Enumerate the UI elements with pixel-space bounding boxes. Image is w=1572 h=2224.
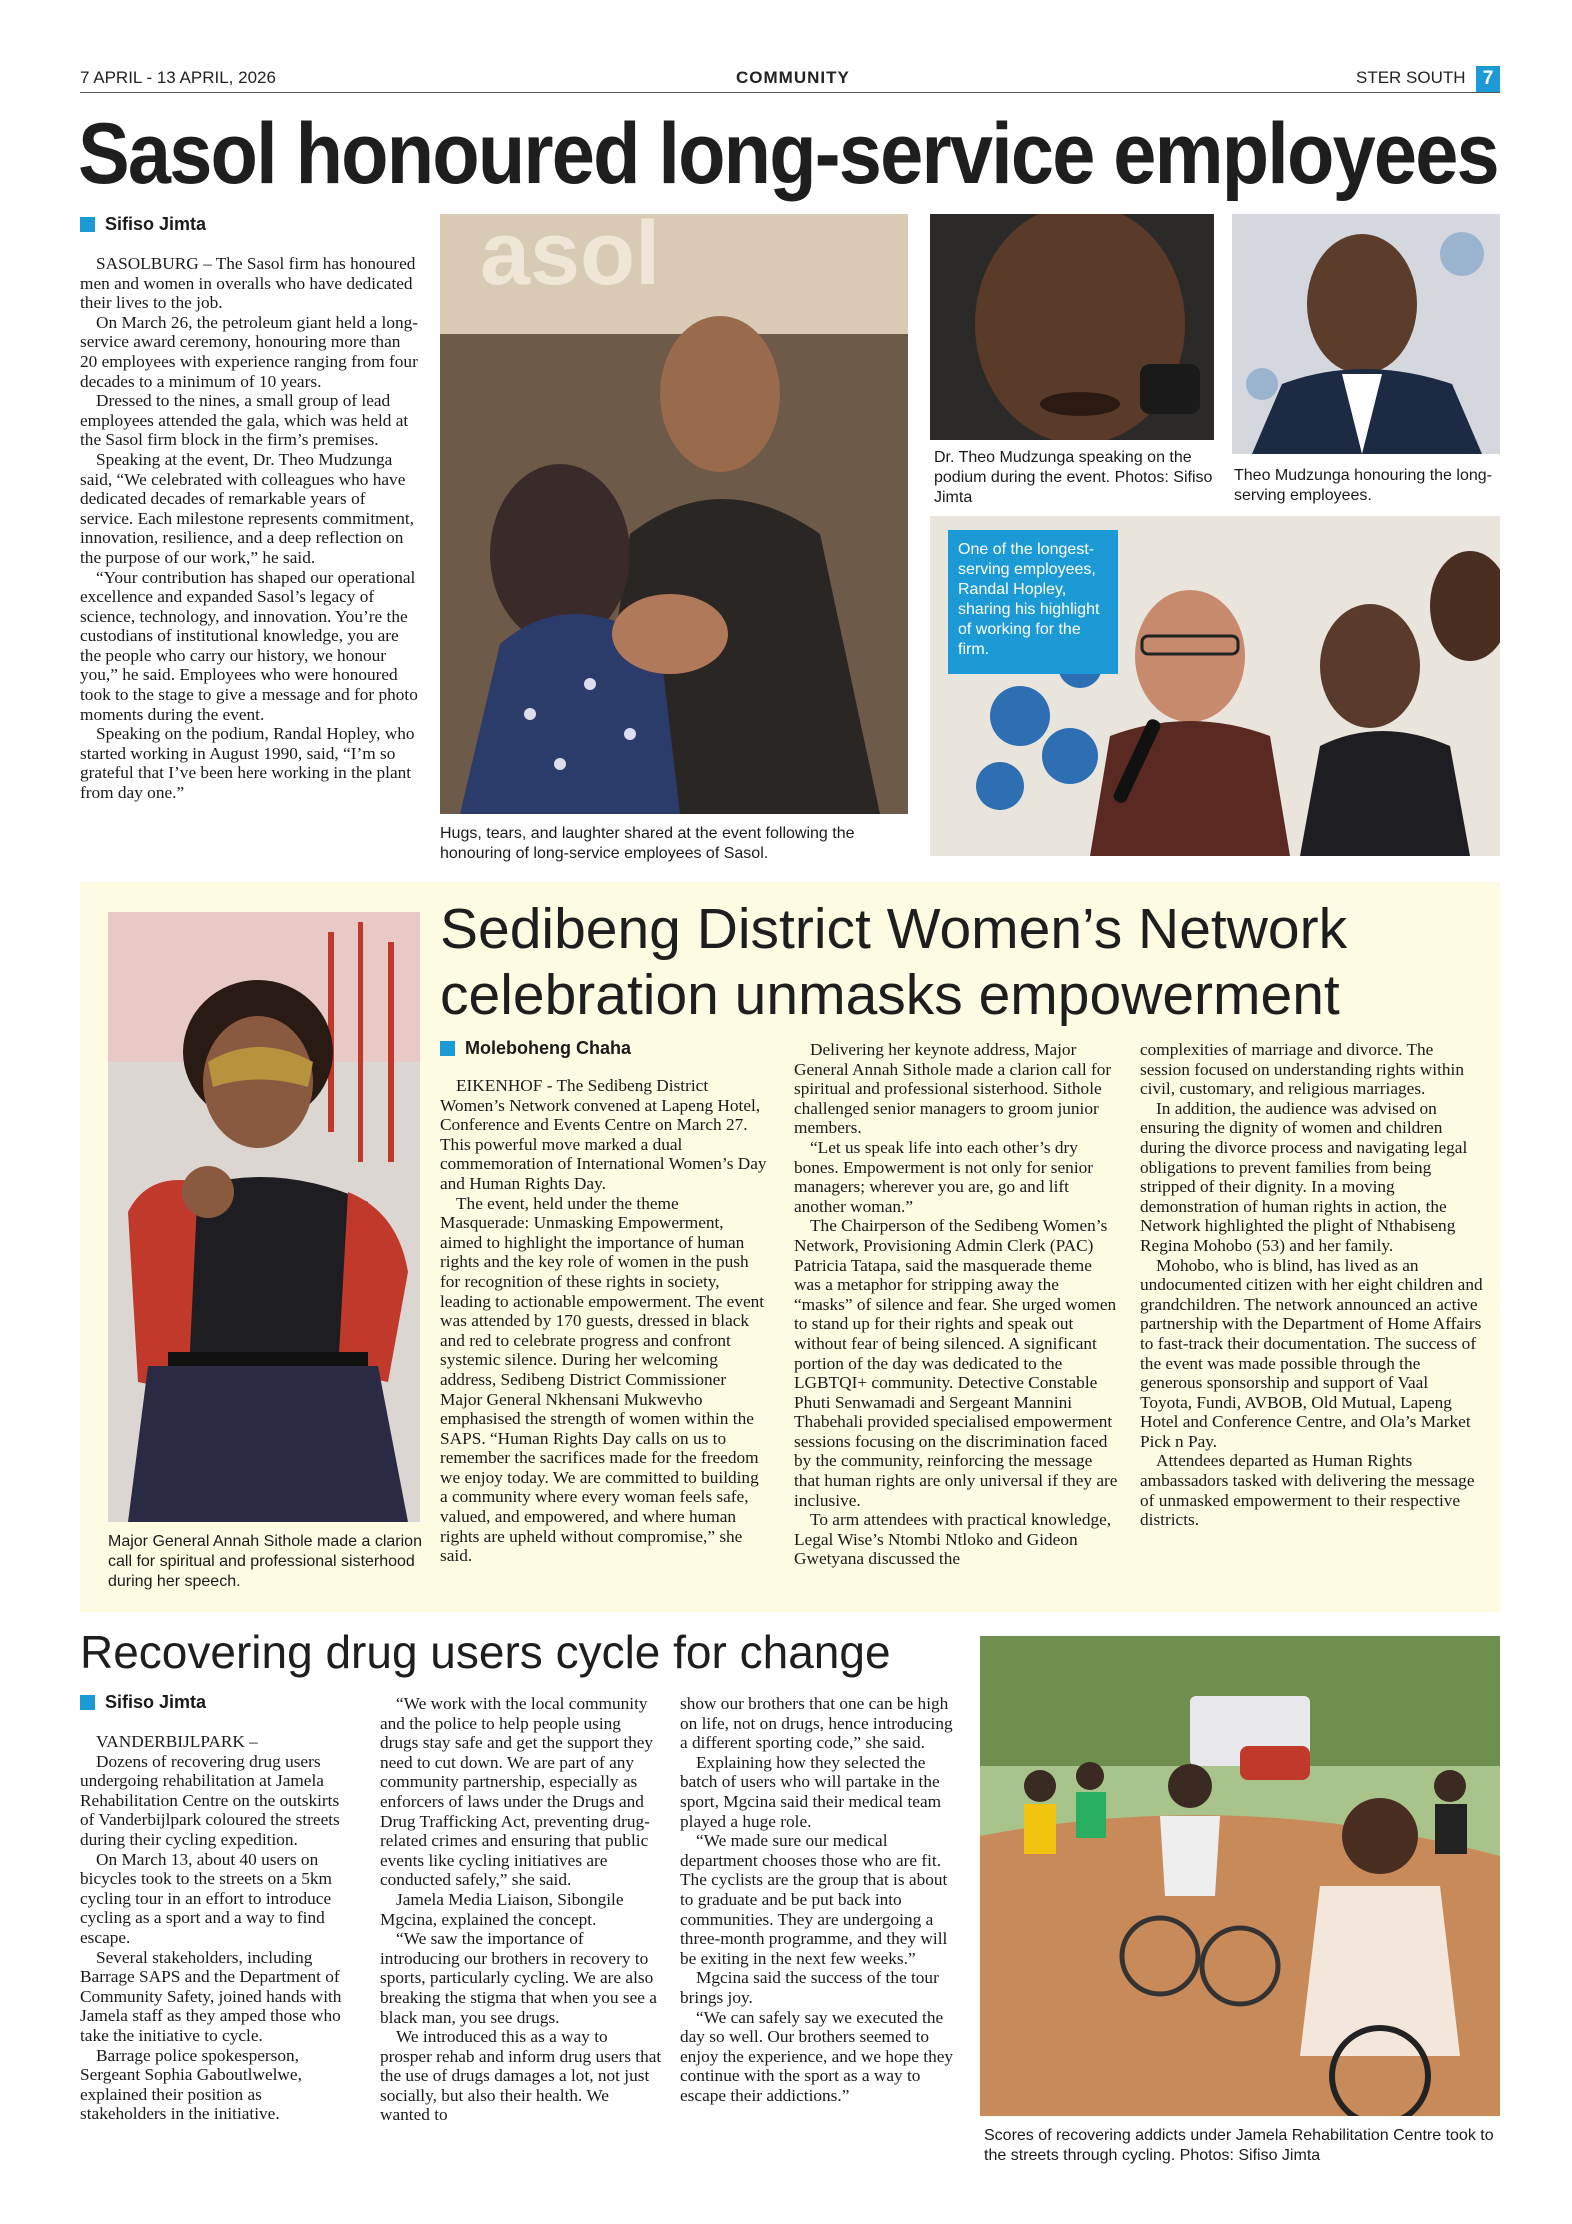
paragraph: Speaking on the podium, Randal Hopley, who started working in August 1990, said, “I’m so grateful that I’ve been here working in the plant from day one.”	[80, 724, 415, 803]
blue-square-icon	[80, 1695, 95, 1710]
paragraph: Delivering her keynote address, Major General Annah Sithole made a clarion call for spiritual and professional sisterhood. Sithole challenged senior managers to groom junior members.	[794, 1040, 1112, 1138]
story3-column-2	[380, 1694, 662, 2125]
paragraph: complexities of marriage and divorce. The session focused on understanding rights within civil, customary, and religious marriages.	[1140, 1040, 1464, 1099]
paragraph: In addition, the audience was advised on ensuring the dignity of women and children during the divorce process and navigating legal obligations to prevent families from being stripped of their dignity. In a moving demonstration of human rights in action, the Network highlighted the plight of Nthabiseng Regina Mohobo (53) and her family.	[1140, 1098, 1468, 1255]
paragraph: Explaining how they selected the batch of users who will partake in the sport, Mgcina said their medical team played a huge role.	[680, 1752, 942, 1831]
paragraph: Speaking at the event, Dr. Theo Mudzunga said, “We celebrated with colleagues who have dedicated decades of remarkable years of service. Each milestone represents commitment, innovation, resilience, and a deep reflection on the purpose of our work,” he said.	[80, 449, 414, 567]
story1-author: Sifiso Jimta	[105, 214, 207, 234]
story3-column-3	[680, 1694, 956, 2105]
paragraph: “Let us speak life into each other’s dry bones. Empowerment is not only for senior managers; wherever you are, go and lift another woman.”	[794, 1137, 1094, 1216]
paragraph: “We work with the local community and the police to help people using drugs stay safe and get the support they need to cut down. We are part of any community partnership, especially as enforcers of laws under the Drugs and Drug Trafficking Act, preventing drug-related crimes and ensuring that public events like cycling initiatives are conducted safely,” she said.	[380, 1694, 654, 1890]
header-rule	[80, 92, 1500, 93]
story3-headline: Recovering drug users cycle for change	[80, 1626, 891, 1678]
paragraph: The Chairperson of the Sedibeng Women’s Network, Provisioning Admin Clerk (PAC) Patricia Tatapa, said the masquerade theme was a metaphor for stripping away the “masks” of silence and fear. She urged women to stand up for their rights and speak out without fear of being silenced. A significant portion of the day was dedicated to the LGBTQI+ community. Detective Constable Phuti Senwamadi and Sergeant Mannini Thabehali provided specialised empowerment sessions focusing on the discrimination faced by the community, reinforcing the message that human rights are only universal if they are inclusive.	[794, 1216, 1118, 1510]
paragraph: Barrage police spokesperson, Sergeant Sophia Gaboutlwelwe, explained their position as stakeholders in the initiative.	[80, 2045, 302, 2124]
paragraph: “We can safely say we executed the day so well. Our brothers seemed to enjoy the experience, and we hope they continue with the sport as a way to escape their addictions.”	[680, 2007, 954, 2105]
paragraph: Mohobo, who is blind, has lived as an undocumented citizen with her eight children and grandchildren. The network announced an active partnership with the Department of Home Affairs to fast-track their documentation. The success of the event was made possible through the generous sponsorship and support of Vaal Toyota, Fundi, AVBOB, Old Mutual, Lapeng Hotel and Conference Centre, and Ola’s Market Pick n Pay.	[1140, 1255, 1483, 1451]
sithole-photo	[108, 912, 420, 1522]
paper-name: STER SOUTH	[1356, 68, 1466, 87]
paragraph: show our brothers that one can be high on life, not on drugs, hence introducing a different sporting code,” she said.	[680, 1694, 953, 1753]
story2-author: Moleboheng Chaha	[465, 1038, 631, 1058]
paragraph: Jamela Media Liaison, Sibongile Mgcina, explained the concept.	[380, 1889, 624, 1929]
paragraph: To arm attendees with practical knowledge, Legal Wise’s Ntombi Ntloko and Gideon Gwetyana discussed the	[794, 1510, 1112, 1569]
blue-square-icon	[80, 217, 95, 232]
story1-body	[80, 254, 420, 803]
paragraph: Attendees departed as Human Rights ambassadors tasked with delivering the message of unmasked empowerment to their respective districts.	[1140, 1451, 1475, 1530]
story3-author: Sifiso Jimta	[105, 1692, 207, 1712]
story1-headline: Sasol honoured long-service employees	[78, 106, 1498, 202]
paragraph: “We saw the importance of introducing our brothers in recovery to sports, particularly cycling. We are also breaking the stigma that when you see a black man, you see drugs.	[380, 1929, 657, 2027]
story2-column-1	[440, 1076, 770, 1566]
story3-byline	[80, 1692, 206, 1713]
sasol-logo-backdrop: asol	[480, 214, 661, 304]
hug-photo	[440, 214, 908, 814]
paragraph: “Your contribution has shaped our operational excellence and expanded Sasol’s legacy of science, technology, and innovation. You’re the custodians of institutional knowledge, you are the people who carry our history, we honour you,” he said. Employees who were honoured took to the stage to give a message and for photo moments during the event.	[80, 567, 418, 724]
paragraph: “We made sure our medical department chooses those who are fit. The cyclists are the group that is about to graduate and be put back into communities. They are undergoing a three-month programme, and they will be exiting in the next few weeks.”	[680, 1831, 948, 1968]
paragraph: On March 13, about 40 users on bicycles took to the streets on a 5km cycling tour in an effort to introduce cycling as a sport and a way to find escape.	[80, 1849, 332, 1947]
hopley-callout: One of the longest-serving employees, Randal Hopley, sharing his highlight of working for the firm.	[948, 530, 1118, 674]
page-number: 7	[1476, 66, 1500, 92]
cycling-photo	[980, 1636, 1500, 2116]
cycling-caption: Scores of recovering addicts under Jamela Rehabilitation Centre took to the streets through cycling. Photos: Sifiso Jimta	[984, 2127, 1494, 2164]
theo-honouring-photo	[1232, 214, 1500, 454]
story2-byline	[440, 1038, 631, 1059]
paragraph: Mgcina said the success of the tour brings joy.	[680, 1968, 939, 2007]
paragraph: We introduced this as a way to prosper rehab and inform drug users that the use of drugs damages a lot, not just socially, but also their health. We wanted to	[380, 2027, 662, 2125]
paragraph: The event, held under the theme Masquerade: Unmasking Empowerment, aimed to highlight the importance of human rights and the key role of women in the push for recognition of these rights in society, leading to actionable empowerment. The event was attended by 170 guests, dressed in black and red to celebrate progress and confront systemic silence. During her welcoming address, Sedibeng District Commissioner Major General Nkhensani Mukwevho emphasised the strength of women within the SAPS. “Human Rights Day calls on us to remember the sacrifices made for the freedom we enjoy today. We are committed to building a community where every woman feels safe, valued, and empowered, and where human rights are upheld without compromise,” she said.	[440, 1193, 765, 1566]
story2-headline: Sedibeng District Women’s Network celebration unmasks empowerment	[440, 897, 1348, 1027]
theo-honouring-caption: Theo Mudzunga honouring the long-serving employees.	[1234, 467, 1492, 504]
story2-column-3	[1140, 1040, 1484, 1530]
story3-column-1	[80, 1732, 348, 2124]
paragraph: EIKENHOF - The Sedibeng District Women’s Network convened at Lapeng Hotel, Conference and Events Centre on March 27. This powerful move marked a dual commemoration of International Women’s Day and Human Rights Day.	[440, 1076, 767, 1193]
paragraph: Dozens of recovering drug users undergoing rehabilitation at Jamela Rehabilitation Centre on the outskirts of Vanderbijlpark coloured the streets during their cycling expedition.	[80, 1751, 340, 1849]
paragraph: On March 26, the petroleum giant held a long-service award ceremony, honouring more than 20 employees with experience ranging from four decades to a minimum of 10 years.	[80, 312, 419, 391]
paragraph: Several stakeholders, including Barrage SAPS and the Department of Community Safety, joined hands with Jamela staff as they amped those who take the initiative to cycle.	[80, 1947, 342, 2045]
issue-date: 7 APRIL - 13 APRIL, 2026	[80, 68, 276, 87]
story2-column-2	[794, 1040, 1120, 1569]
section-name: COMMUNITY	[736, 68, 850, 87]
story1-byline	[80, 214, 206, 235]
sithole-caption: Major General Annah Sithole made a clarion call for spiritual and professional sisterhood during her speech.	[108, 1533, 422, 1590]
paragraph: SASOLBURG – The Sasol firm has honoured men and women in overalls who have dedicated their lives to the job.	[80, 254, 416, 313]
blue-square-icon	[440, 1041, 455, 1056]
theo-podium-caption: Dr. Theo Mudzunga speaking on the podium during the event. Photos: Sifiso Jimta	[934, 449, 1213, 506]
theo-podium-photo	[930, 214, 1214, 440]
paragraph: VANDERBIJLPARK –	[96, 1732, 258, 1751]
hug-caption: Hugs, tears, and laughter shared at the event following the honouring of long-service employees of Sasol.	[440, 825, 855, 862]
paragraph: Dressed to the nines, a small group of lead employees attended the gala, which was held at the Sasol firm block in the firm’s premises.	[80, 391, 409, 450]
